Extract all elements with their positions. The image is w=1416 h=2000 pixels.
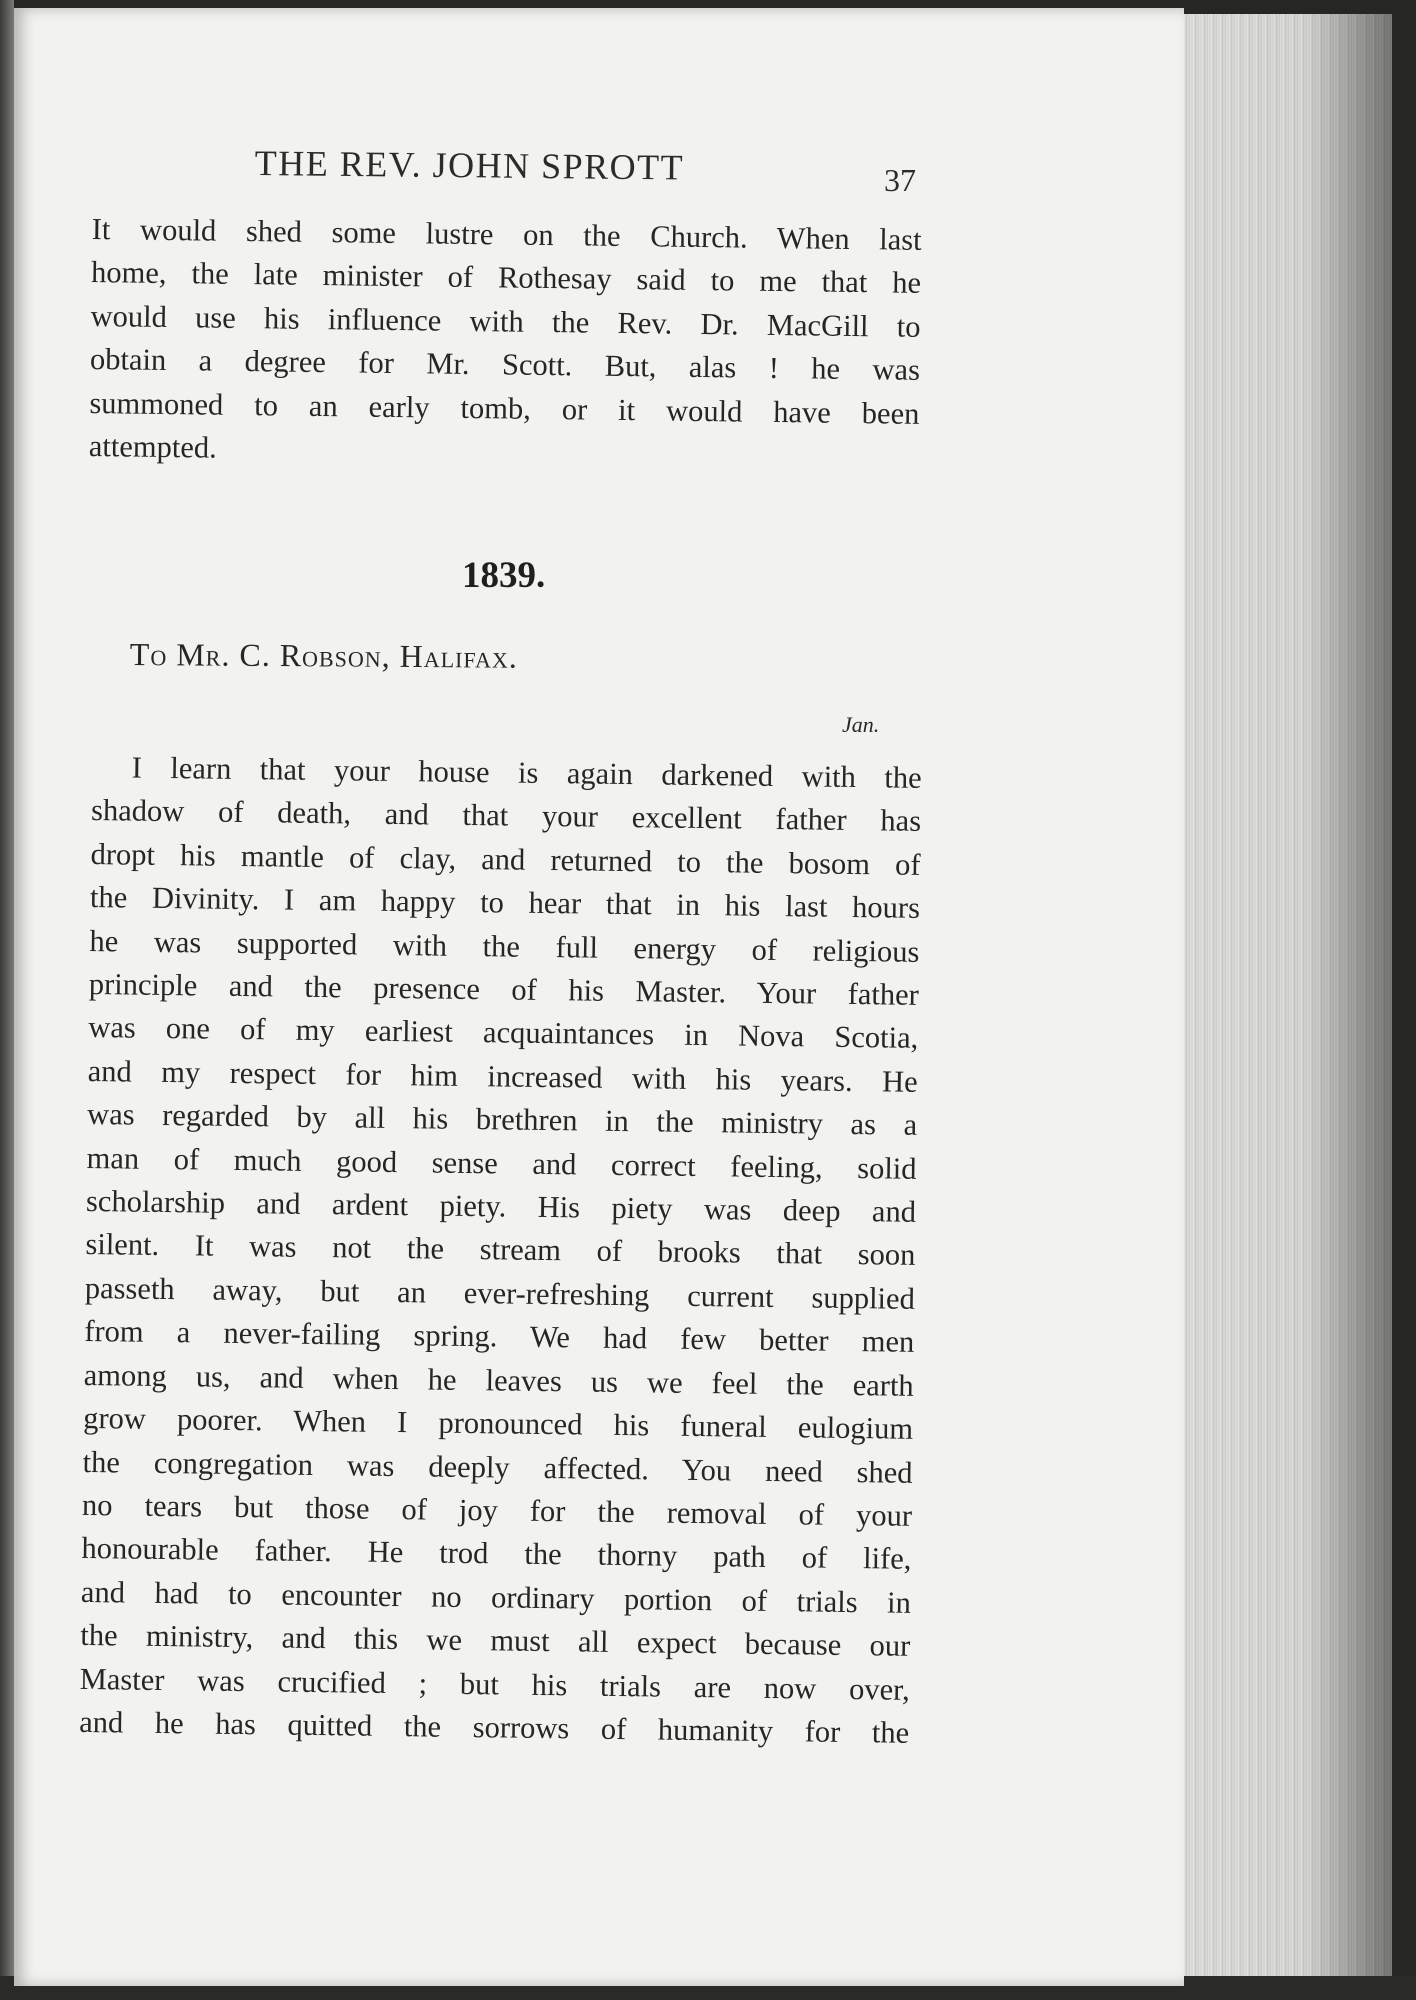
letter-body — [79, 746, 922, 1755]
letter-salutation: To Mr. C. Robson, Halifax. — [129, 636, 518, 675]
text-line: and he has quitted the sorrows of humanity for the — [79, 1704, 910, 1750]
page-number: 37 — [884, 162, 916, 198]
text-line: attempted. — [88, 429, 217, 465]
text-line: man of much good sense and correct feeling, solid — [86, 1140, 917, 1186]
year-heading: 1839. — [462, 555, 546, 596]
text-line: shadow of death, and that your excellent father has — [90, 793, 922, 839]
letter-date: Jan. — [842, 712, 880, 737]
text-line: obtain a degree for Mr. Scott. But, alas ! he was — [89, 342, 921, 388]
text-line: grow poorer. When I pronounced his funeral eulogium — [82, 1401, 914, 1446]
text-line: scholarship and ardent piety. His piety was deep and — [85, 1184, 917, 1229]
book-page-edges-shading — [1172, 14, 1392, 1976]
text-line: the Divinity. I am happy to hear that in his last hours — [89, 880, 921, 926]
text-line: would use his influence with the Rev. Dr. MacGill to — [90, 298, 921, 344]
text-line: principle and the presence of his Master. Your father — [88, 967, 920, 1012]
text-line: among us, and when he leaves us we feel the earth — [83, 1357, 914, 1403]
text-line: dropt his mantle of clay, and returned to the bosom of — [90, 836, 921, 882]
running-head: THE REV. JOHN SPROTT — [254, 142, 685, 188]
text-line: I learn that your house is again darkened with the — [131, 750, 922, 795]
text-line: was one of my earliest acquaintances in Nova Scotia, — [88, 1010, 919, 1056]
text-line: home, the late minister of Rothesay said to me that he — [90, 255, 922, 301]
text-line: It would shed some lustre on the Church. When last — [91, 211, 922, 257]
text-line: from a never-failing spring. We had few better men — [84, 1314, 915, 1360]
text-line: silent. It was not the stream of brooks that soon — [85, 1227, 916, 1273]
book-gutter-shadow — [0, 0, 14, 2000]
text-line: Master was crucified ; but his trials are now over, — [79, 1661, 910, 1707]
text-line: was regarded by all his brethren in the ministry as a — [86, 1097, 918, 1143]
paragraph-continued — [89, 208, 922, 479]
text-line: the congregation was deeply affected. You need shed — [82, 1444, 913, 1490]
text-line: and my respect for him increased with his years. He — [87, 1053, 918, 1099]
text-line: the ministry, and this we must all expect because our — [80, 1618, 911, 1663]
text-line: honourable father. He trod the thorny path of life, — [81, 1531, 912, 1577]
text-line: he was supported with the full energy of religious — [89, 923, 920, 969]
text-line: summoned to an early tomb, or it would have been — [89, 385, 920, 431]
text-line: and had to encounter no ordinary portion of trials in — [80, 1574, 912, 1620]
text-line: passeth away, but an ever-refreshing current supplied — [84, 1270, 916, 1316]
text-line: no tears but those of joy for the removal of your — [81, 1487, 913, 1533]
